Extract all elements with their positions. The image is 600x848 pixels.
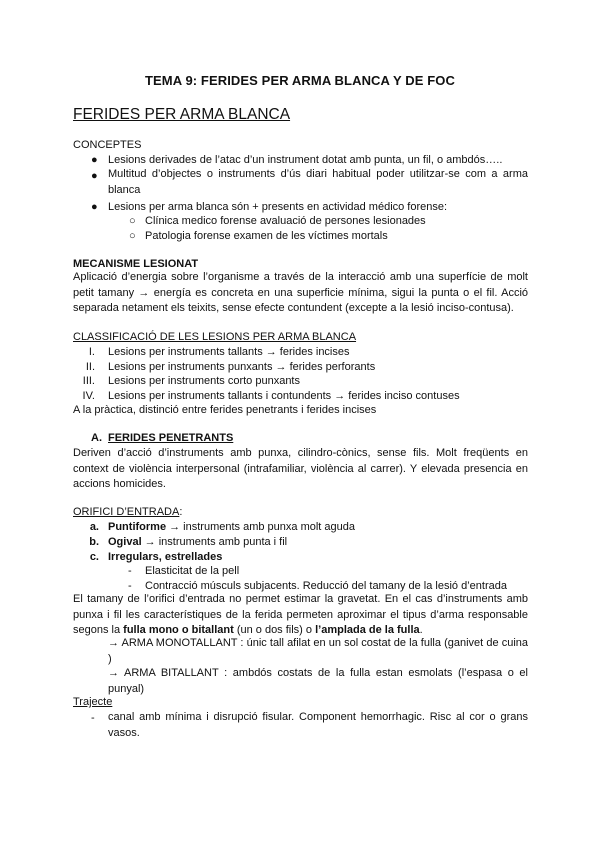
bullet-marker: ●	[91, 170, 98, 182]
orifici-letter: c.	[89, 551, 99, 563]
conceptes-subitem-2: Patologia forense examen de les víctimes mortals	[145, 230, 388, 242]
roman-numeral: I.	[88, 346, 95, 358]
orifici-item-2-text: → instruments amb punta i fil	[141, 536, 288, 548]
orifici-para-mid: (un o dos fils) o	[233, 624, 316, 636]
classificacio-note: A la pràctica, distinció entre ferides penetrants i ferides incises	[73, 404, 377, 416]
orifici-item-1	[108, 520, 355, 535]
orifici-item-2	[108, 535, 287, 550]
penetrants-letter: A.	[91, 432, 102, 444]
orifici-letter: b.	[89, 536, 99, 548]
trajecte-text: canal amb mínima i disrupció fisular. Component hemorrhagic. Risc al cor o grans vasos.	[108, 711, 528, 739]
sub-bullet-marker: ○	[129, 215, 136, 227]
orifici-colon: :	[179, 506, 183, 518]
penetrants-text: Deriven d’acció d’instruments amb punxa, cilindro-cònics, sense fils. Molt freqüents en context de violència interpersonal (intrafamiliar, violència al carrer). Y elevada presencia en accions homicides.	[73, 447, 528, 490]
classificacio-item-3: Lesions per instruments corto punxants	[108, 375, 300, 387]
dash-marker: -	[91, 712, 95, 724]
dash-marker: -	[128, 580, 132, 592]
arma-monotallant: → ARMA MONOTALLANT : únic tall afilat en un sol costat de la fulla (ganivet de cuina )	[108, 637, 528, 665]
orifici-item-3: Irregulars, estrellades	[108, 551, 223, 563]
conceptes-item-3: Lesions per arma blanca són + presents en actividad médico forense:	[108, 201, 448, 213]
classificacio-heading: CLASSIFICACIÓ DE LES LESIONS PER ARMA BLANCA	[73, 331, 357, 343]
conceptes-heading: CONCEPTES	[73, 139, 142, 151]
orifici-heading-line	[73, 505, 182, 520]
bullet-marker: ●	[91, 154, 98, 166]
mecanisme-heading: MECANISME LESIONAT	[73, 258, 199, 270]
orifici-letter: a.	[89, 521, 99, 533]
conceptes-item-1: Lesions derivades de l’atac d’un instrument dotat amb punta, un fil, o ambdós…..	[108, 154, 503, 166]
bullet-marker: ●	[91, 201, 98, 213]
trajecte-heading: Trajecte	[73, 696, 113, 708]
classificacio-item-2: Lesions per instruments punxants → ferides perforants	[108, 361, 376, 373]
orifici-paragraph	[73, 592, 528, 639]
sub-bullet-marker: ○	[129, 230, 136, 242]
orifici-para-start: El tamany de l’orifici d’entrada no permet estimar la gravetat. En el cas d’instruments amb punxa i fil les característiques de la ferida permeten aproximar el tipus d’arma responsable segons la	[73, 593, 528, 636]
classificacio-item-4: Lesions per instruments tallants i contundents → ferides inciso contuses	[108, 390, 460, 402]
section-heading: FERIDES PER ARMA BLANCA	[73, 106, 291, 123]
roman-numeral: II.	[85, 361, 95, 373]
conceptes-subitem-1: Clínica medico forense avaluació de persones lesionades	[145, 215, 426, 227]
classificacio-item-1: Lesions per instruments tallants → ferides incises	[108, 346, 350, 358]
orifici-item-2-bold: Ogival	[108, 536, 142, 548]
dash-marker: -	[128, 565, 132, 577]
orifici-para-bold-1: fulla mono o bitallant	[123, 624, 234, 636]
penetrants-heading: FERIDES PENETRANTS	[108, 432, 234, 444]
orifici-item-1-text: → instruments amb punxa molt aguda	[166, 521, 355, 533]
orifici-subitem-1: Elasticitat de la pell	[145, 565, 240, 577]
orifici-subitem-2: Contracció músculs subjacents. Reducció del tamany de la lesió d’entrada	[145, 580, 507, 592]
orifici-para-bold-2: l’amplada de la fulla	[315, 624, 420, 636]
roman-numeral: III.	[82, 375, 95, 387]
conceptes-item-2: Multitud d’objectes o instruments d’ús diari habitual poder utilitzar-se com a arma blanca	[108, 168, 528, 196]
document-title: TEMA 9: FERIDES PER ARMA BLANCA Y DE FOC	[144, 73, 455, 88]
orifici-item-1-bold: Puntiforme	[108, 521, 167, 533]
mecanisme-text: Aplicació d’energia sobre l’organisme a través de la interacció amb una superfície de molt petit tamany → energía es concreta en una superficie mínima, sigui la punta o el fil. Acció separada netament els teixits, sense efecte contundent (excepte a la lesió inciso-contusa).	[73, 271, 528, 314]
orifici-heading: ORIFICI D’ENTRADA	[73, 506, 180, 518]
orifici-para-end: .	[419, 624, 423, 636]
roman-numeral: IV.	[82, 390, 95, 402]
arma-bitallant: → ARMA BITALLANT : ambdós costats de la fulla estan esmolats (l’espasa o el punyal)	[108, 667, 528, 695]
